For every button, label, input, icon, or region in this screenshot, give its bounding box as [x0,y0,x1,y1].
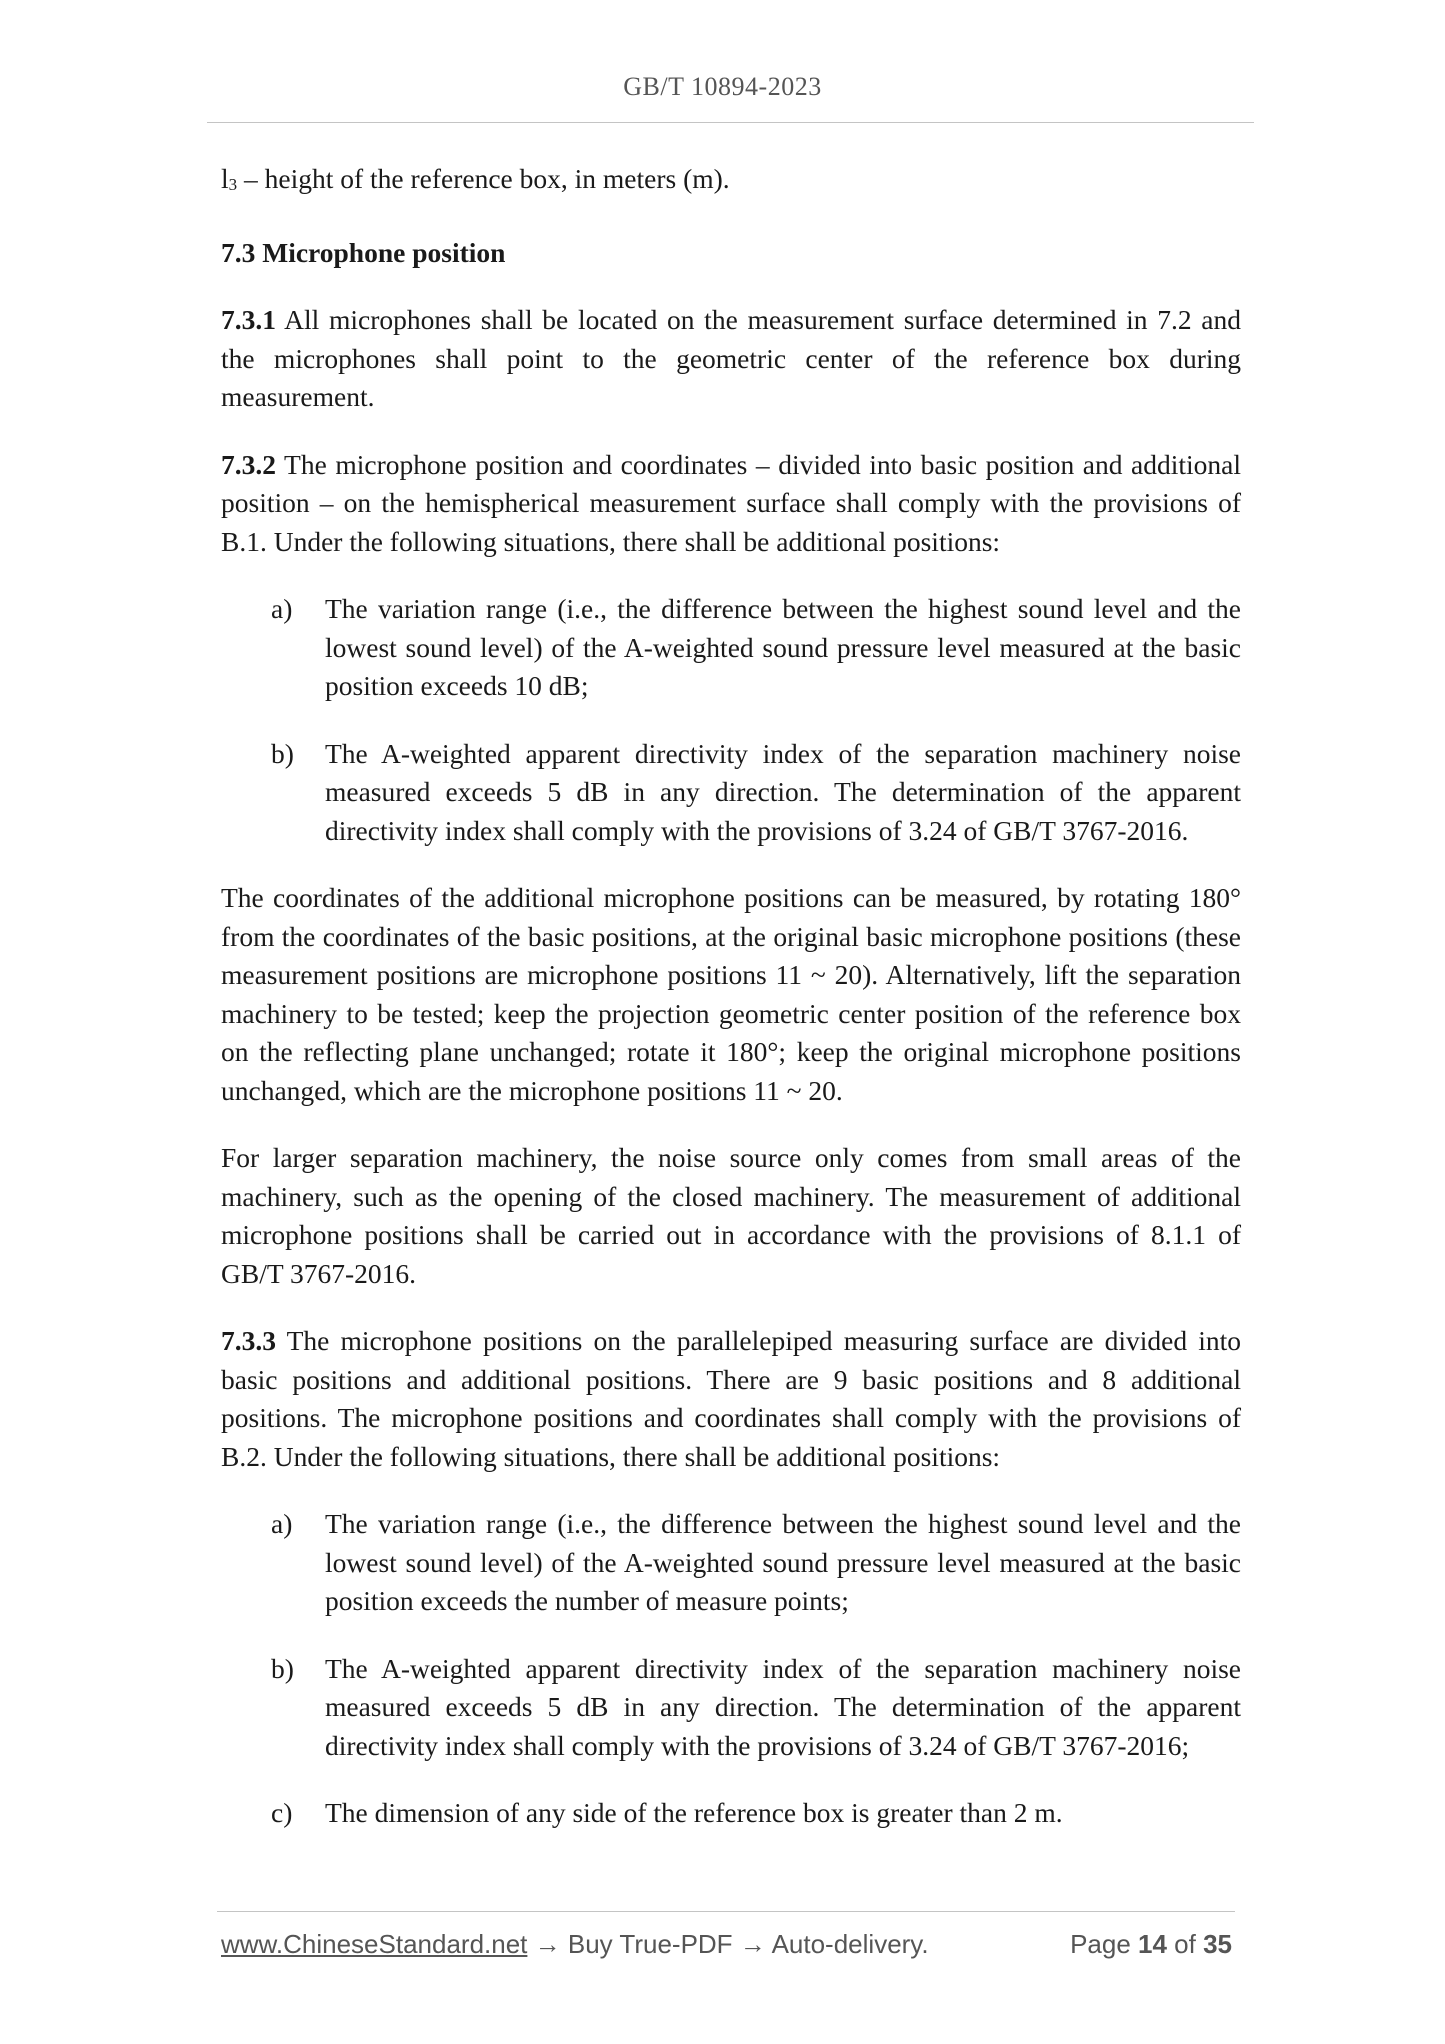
list-item [221,1505,1241,1621]
footer-promo [221,1929,929,1960]
list-label: b) [271,1652,294,1684]
footer-divider [217,1911,1235,1912]
list-text: The variation range (i.e., the difference between the highest sound level and the lowest sound level) of the A-weighted sound pressure level measured at the basic position exceeds the number of measure points; [325,1508,1241,1616]
of-word: of [1166,1929,1204,1959]
document-header: GB/T 10894-2023 [623,72,822,101]
list-item [221,590,1241,706]
clause-number: 7.3.1 [221,304,276,335]
list-label: c) [271,1797,293,1828]
clause-text: The microphone positions on the parallelepiped measuring surface are divided into basic positions and additional positions. There are 9 basic positions and 8 additional positions. The microphone positions and coordinates shall comply with the provisions of B.2. Under the following situations, there shall be additional positions: [221,1325,1241,1472]
list-text: The A-weighted apparent directivity index of the separation machinery noise measured exceeds 5 dB in any direction. The determination of the apparent directivity index shall comply with the provisions of 3.24 of GB/T 3767-2016; [325,1652,1241,1761]
list-text: The A-weighted apparent directivity index of the separation machinery noise measured exceeds 5 dB in any direction. The determination of the apparent directivity index shall comply with the provisions of 3.24 of GB/T 3767-2016. [325,737,1241,846]
paragraph-additional-coordinates: The coordinates of the additional microphone positions can be measured, by rotating 180° from the coordinates of the basic positions, at the original basic microphone positions (these measurement positions are microphone positions 11 ~ 20). Alternatively, lift the separation machinery to be tested; keep the projection geometric center position of the reference box on the reflecting plane unchanged; rotate it 180°; keep the original microphone positions unchanged, which are the microphone positions 11 ~ 20. [221,882,1241,1106]
clause-text: The microphone position and coordinates – divided into basic position and additional position – on the hemispherical measurement surface shall comply with the provisions of B.1. Under the following situations, there shall be additional positions: [221,448,1241,557]
page-word: Page [1070,1929,1139,1959]
paragraph-l3-text: – height of the reference box, in meters (m). [237,163,730,194]
symbol-subscript: 3 [228,175,238,194]
symbol-l: l [221,163,229,194]
list-label: a) [271,593,293,624]
page-counter [1070,1929,1232,1960]
page-total: 35 [1203,1929,1232,1959]
list-item [221,1650,1241,1766]
section-heading-7-3: 7.3 Microphone position [221,236,506,268]
page-body [221,160,1241,1833]
list-label: b) [271,737,294,769]
clause-7-3-2 [221,446,1241,562]
clause-7-3-3 [221,1322,1241,1476]
clause-text: All microphones shall be located on the measurement surface determined in 7.2 and the microphones shall point to the geometric center of the reference box during measurement. [221,304,1241,412]
clause-7-3-1 [221,301,1241,417]
website-link[interactable]: www.ChineseStandard.net [221,1929,528,1959]
list-text: The variation range (i.e., the difference between the highest sound level and the lowest sound level) of the A-weighted sound pressure level measured at the basic position exceeds 10 dB; [325,593,1241,701]
page-number: 14 [1138,1929,1167,1959]
list-label: a) [271,1508,293,1539]
header-divider [207,122,1254,123]
paragraph-l3 [221,160,1241,205]
list-text: The dimension of any side of the reference box is greater than 2 m. [325,1797,1063,1828]
promo-text: → Buy True-PDF → Auto-delivery. [527,1929,929,1959]
clause-number: 7.3.2 [221,448,276,480]
paragraph-larger-machinery: For larger separation machinery, the noise source only comes from small areas of the machinery, such as the opening of the closed machinery. The measurement of additional microphone positions shall be carried out in accordance with the provisions of 8.1.1 of GB/T 3767-2016. [221,1142,1241,1289]
clause-number: 7.3.3 [221,1325,276,1356]
list-item [221,1794,1241,1833]
list-item [221,735,1241,851]
